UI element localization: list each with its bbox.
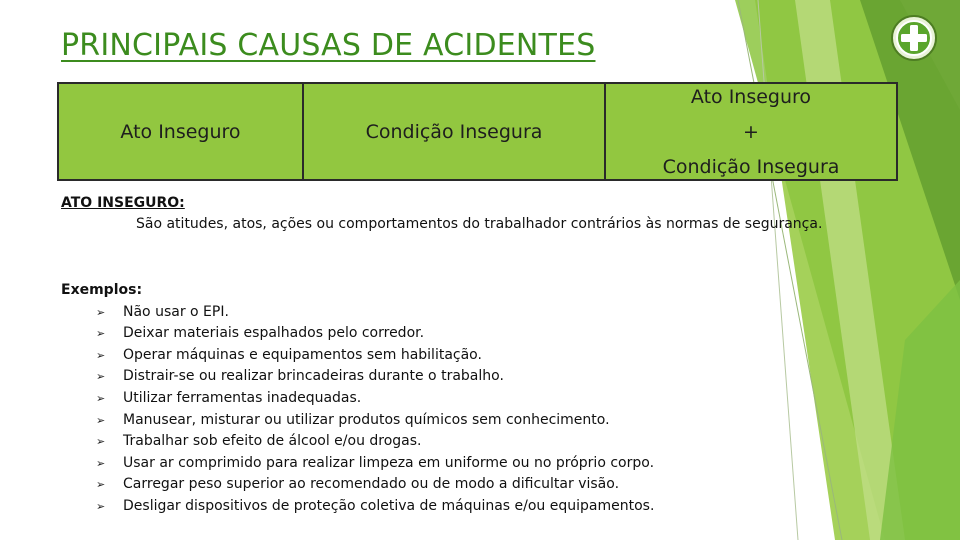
arrowhead-bullet-icon: ➢	[96, 370, 106, 384]
arrowhead-bullet-icon: ➢	[96, 305, 106, 319]
list-item	[61, 496, 821, 518]
list-item-text: Carregar peso superior ao recomendado ou de modo a dificultar visão.	[123, 476, 620, 493]
list-item	[61, 474, 821, 496]
arrowhead-bullet-icon: ➢	[96, 327, 106, 341]
definition-block	[61, 193, 836, 235]
list-item	[61, 453, 821, 475]
list-item	[61, 323, 821, 345]
causes-table	[57, 82, 898, 181]
definition-text: São atitudes, atos, ações ou comportamentos do trabalhador contrários às normas de segurança.	[136, 216, 823, 232]
list-item	[61, 410, 821, 432]
examples-list	[61, 302, 821, 518]
list-item-text: Utilizar ferramentas inadequadas.	[123, 389, 362, 406]
list-item-text: Operar máquinas e equipamentos sem habilitação.	[123, 346, 482, 363]
combined-line-1: Ato Inseguro	[690, 86, 812, 108]
examples-heading: Exemplos:	[61, 282, 143, 298]
arrowhead-bullet-icon: ➢	[96, 348, 106, 362]
green-cross-icon	[890, 14, 938, 62]
combined-line-3: Condição Insegura	[662, 156, 840, 178]
list-item	[61, 388, 821, 410]
cause-cell-unsafe-act: Ato Inseguro	[59, 84, 304, 179]
list-item-text: Usar ar comprimido para realizar limpeza em uniforme ou no próprio corpo.	[123, 454, 655, 471]
arrowhead-bullet-icon: ➢	[96, 413, 106, 427]
list-item	[61, 345, 821, 367]
list-item-text: Manusear, misturar ou utilizar produtos químicos sem conhecimento.	[123, 411, 610, 428]
arrowhead-bullet-icon: ➢	[96, 499, 106, 513]
list-item-text: Deixar materiais espalhados pelo corredor.	[123, 325, 425, 342]
cause-cell-combined	[606, 84, 896, 179]
list-item-text: Não usar o EPI.	[123, 303, 229, 320]
list-item	[61, 431, 821, 453]
arrowhead-bullet-icon: ➢	[96, 478, 106, 492]
combined-plus: +	[743, 121, 759, 143]
arrowhead-bullet-icon: ➢	[96, 456, 106, 470]
cause-cell-unsafe-condition: Condição Insegura	[304, 84, 606, 179]
list-item-text: Distrair-se ou realizar brincadeiras durante o trabalho.	[123, 368, 504, 385]
arrowhead-bullet-icon: ➢	[96, 435, 106, 449]
list-item	[61, 366, 821, 388]
list-item	[61, 302, 821, 324]
list-item-text: Trabalhar sob efeito de álcool e/ou drogas.	[123, 433, 422, 450]
definition-heading: ATO INSEGURO:	[61, 195, 185, 211]
slide-title: PRINCIPAIS CAUSAS DE ACIDENTES	[61, 28, 596, 63]
arrowhead-bullet-icon: ➢	[96, 391, 106, 405]
list-item-text: Desligar dispositivos de proteção coletiva de máquinas e/ou equipamentos.	[123, 497, 655, 514]
examples-block	[61, 280, 821, 518]
